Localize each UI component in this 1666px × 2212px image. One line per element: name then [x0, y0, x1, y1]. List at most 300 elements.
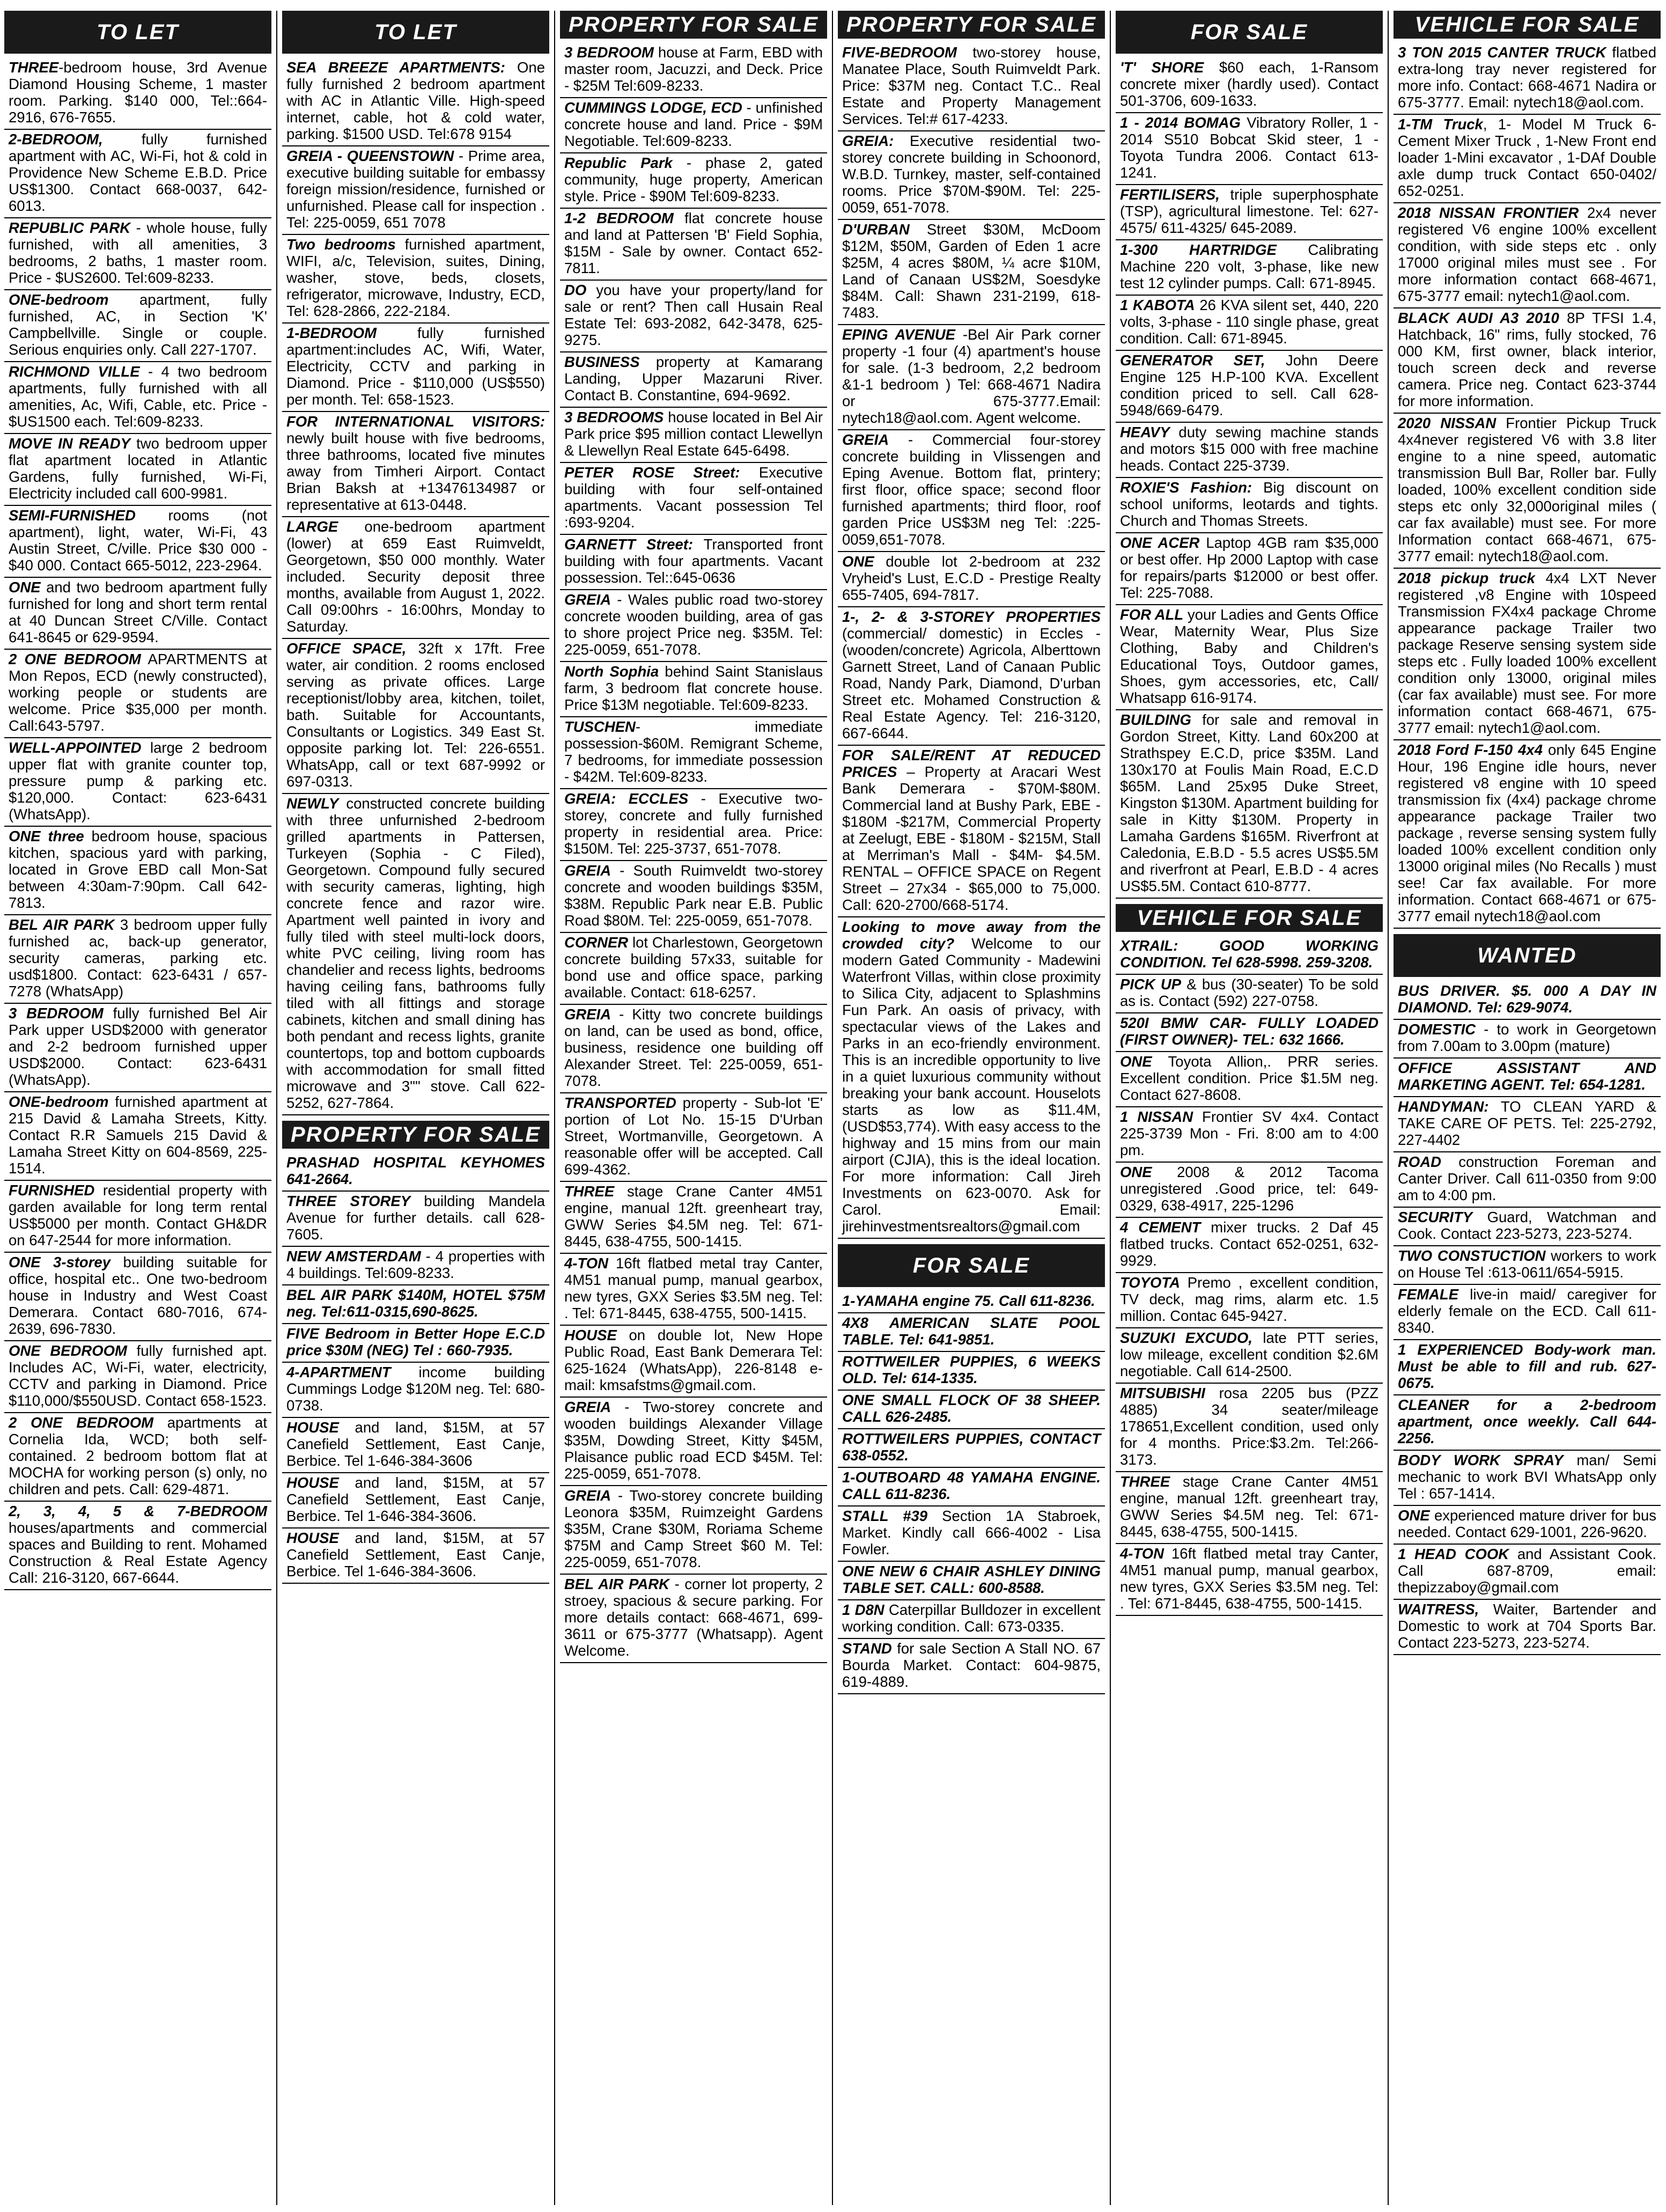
ad-body: apartments at Cornelia Ida, WCD; both self-contained. 2 bedroom bottom flat at MOCHA for working person (s) only, no children and pets. Call: 629-4871. — [9, 1414, 267, 1497]
classified-ad — [1116, 351, 1383, 423]
ad-body: - 4 properties with 4 buildings. Tel:609-8233. — [286, 1248, 545, 1281]
ad-lead: Looking to move away from the crowded city? — [842, 918, 1101, 952]
ad-lead: WELL-APPOINTED — [9, 739, 142, 756]
ad-body: - Commercial four-storey concrete building in Vlissengen and Eping Avenue. Bottom flat, printery; first floor, office space; second floor furnished apartments; third floor, roof garden Price US$3M neg Tel: :225-0059,651-7078. — [842, 431, 1101, 548]
ad-lead: 2018 NISSAN FRONTIER — [1398, 204, 1579, 221]
ad-lead: BEL AIR PARK — [564, 1576, 669, 1592]
ad-lead: ONE — [842, 553, 874, 570]
classified-ad — [1394, 1285, 1661, 1340]
classifieds-page — [4, 11, 1662, 2208]
ad-body: - corner lot property, 2 stroey, spacious & secure parking. For more details contact: 668-4671, 699-3611 or 675-3777 (Whatsapp). Agent Welcome. — [564, 1576, 823, 1659]
ad-lead: CORNER — [564, 934, 629, 951]
classified-ad — [560, 281, 827, 352]
ad-lead: DOMESTIC — [1398, 1021, 1476, 1038]
ad-lead: MITSUBISHI — [1120, 1385, 1205, 1401]
ad-body: your Ladies and Gents Office Wear, Maternity Wear, Plus Size Clothing, Baby and Children's Educational Toys, Outdoor games, Shoes, gym accessories, etc, Call/ Whatsapp 616-9174. — [1120, 606, 1378, 706]
classified-ad — [838, 1562, 1105, 1600]
classified-ad — [4, 1004, 271, 1092]
classified-ad — [1394, 1208, 1661, 1246]
column — [282, 11, 549, 2205]
classified-ad — [282, 1153, 549, 1192]
classified-ad — [4, 738, 271, 827]
classified-ad — [282, 794, 549, 1115]
classified-ad — [1394, 308, 1661, 414]
ad-body: newly built house with five bedrooms, three bathrooms, located five minutes away from Timheri Airport. Contact Brian Baksh at +13476134987 or representative at 613-0448. — [286, 430, 545, 513]
ad-body: workers to work on House Tel :613-0611/654-5915. — [1398, 1247, 1656, 1281]
classified-ad — [4, 1181, 271, 1253]
section-header: VEHICLE FOR SALE — [1116, 904, 1383, 932]
ad-lead: FERTILISERS, — [1120, 186, 1220, 203]
ad-body: Transported front building with four apartments. Vacant possession. Tel::645-0636 — [564, 536, 823, 586]
ad-body: duty sewing machine stands and motors $15 000 with free machine heads. Contact 225-3739. — [1120, 424, 1378, 474]
ad-body: late PTT series, low mileage, excellent condition $2.6M negotiable. Call 614-2500. — [1120, 1329, 1378, 1379]
ad-lead: BLACK AUDI A3 2010 — [1398, 310, 1559, 326]
ad-lead: WAITRESS, — [1398, 1601, 1479, 1618]
ad-body: Frontier SV 4x4. Contact 225-3739 Mon - Fri. 8:00 am to 4:00 pm. — [1120, 1108, 1378, 1158]
classified-ad — [4, 827, 271, 915]
classified-ad — [560, 1398, 827, 1486]
ad-body: constructed concrete building with three unfurnished 2-bedroom grilled apartments in Pattersen, Turkeyen (Sophia - C Filed), Georgetown. Compound fully secured with security cameras, lighting, high concrete fence and razor wire. Apartment well painted in ivory and fully tiled with steel multi-lock doors, white PVC ceiling, living room has chandelier and recess lights, bedrooms having ceiling fans, bathrooms fully tiled with all fittings and storage cabinets, kitchen and small dining has both pendant and recess lights, granite countertops, top and bottom cupboards with accommodation for small fitted microwave and 3"" stove. Call 622-5252, 627-7864. — [286, 795, 545, 1111]
classified-ad — [1394, 1600, 1661, 1655]
classified-ad — [560, 98, 827, 153]
classified-ad — [282, 517, 549, 639]
classified-ad — [1116, 1273, 1383, 1328]
ad-body: – Property at Aracari West Bank Demerara - $70M-$80M. Commercial land at Bushy Park, EBE - $180M -$217M, Commercial Property at Zeelugt, EBE - $180M - $215M, Stall at Merriman's Mall - $4M- $4.5M. RENTAL – OFFICE SPACE on Regent Street – 27x34 - $65,000 to 75,000. Call: 620-2700/668-5174. — [842, 763, 1101, 913]
classified-ad — [1116, 1384, 1383, 1472]
classified-ad — [1394, 1340, 1661, 1395]
ad-lead: 2 ONE BEDROOM — [9, 651, 141, 667]
classified-ad — [282, 639, 549, 794]
ad-lead: ONE 3-storey — [9, 1254, 111, 1270]
ad-body: - Kitty two concrete buildings on land, can be used as bond, office, business, residence one building off Alexander Street. Tel: 225-0059, 651-7078. — [564, 1006, 823, 1089]
ad-body: fully furnished apartment with AC, Wi-Fi, hot & cold in Providence New Scheme E.B.D. Price US$1300. Contact 668-0037, 642-6013. — [9, 131, 267, 214]
ad-lead: CLEANER for a 2-bedroom apartment, once weekly. Call 644-2256. — [1398, 1397, 1656, 1446]
classified-ad — [560, 861, 827, 933]
ad-body: - Wales public road two-storey concrete wooden building, area of gas to shore project Price neg. $35M. Tel: 225-0059, 651-7078. — [564, 591, 823, 658]
ad-body: - Two-storey concrete and wooden buildings Alexander Village $35M, Dowding Street, Kitty $45M, Plaisance public road ECD $45M. Tel: 225-0059, 651-7078. — [564, 1399, 823, 1482]
ad-lead: FURNISHED — [9, 1182, 95, 1199]
ad-body: One fully furnished 2 bedroom apartment with AC in Atlantic Ville. High-speed internet, cable, hot & cold water, parking. $1500 USD. Tel:678 9154 — [286, 59, 545, 142]
ad-body: mixer trucks. 2 Daf 45 flatbed trucks. Contact 652-0251, 632-9929. — [1120, 1219, 1378, 1269]
ad-body: and land, $15M, at 57 Canefield Settlement, East Canje, Berbice. Tel 1-646-384-3606. — [286, 1530, 545, 1579]
column — [4, 11, 271, 2205]
ad-body: experienced mature driver for bus needed. Contact 629-1001, 226-9620. — [1398, 1507, 1656, 1540]
classified-ad — [4, 578, 271, 650]
column — [1394, 11, 1661, 2205]
column-divider — [1110, 11, 1111, 2205]
classified-ad — [1116, 296, 1383, 351]
ad-lead: 2 ONE BEDROOM — [9, 1414, 153, 1431]
classified-ad — [838, 552, 1105, 607]
ad-lead: GREIA - QUEENSTOWN — [286, 148, 454, 164]
ad-body: two-storey house, Manatee Place, South Ruimveldt Park. Price: $37M neg. Contact T.C.. Real Estate and Property Management Services. Tel:# 617-4233. — [842, 44, 1101, 127]
ad-body: fully furnished apt. Includes AC, Wi-Fi, water, electricity, CCTV and parking in Diamond. Price $110,000/$550USD. Contact 658-1523. — [9, 1342, 268, 1409]
ad-lead: GREIA — [842, 431, 889, 448]
ad-lead: 1 - 2014 BOMAG — [1120, 114, 1241, 131]
ad-body: building Mandela Avenue for further details. call 628-7605. — [286, 1193, 545, 1243]
classified-ad — [282, 1473, 549, 1528]
classified-ad — [1394, 740, 1661, 929]
ad-lead: 1 HEAD COOK — [1398, 1546, 1509, 1562]
ad-body: Street $30M, McDoom $12M, $50M, Garden of Eden 1 acre $25M, 4 acres $80M, ¼ acre $10M, Land of Canaan US$2M, Soesdyke $84M. Call: Shawn 231-2199, 618-7483. — [842, 221, 1101, 321]
ad-body: - Executive two-storey, concrete and fully furnished property in residential area. Price: $150M. Tel: 225-3737, 651-7078. — [564, 790, 823, 857]
ad-lead: STALL #39 — [842, 1508, 928, 1524]
ad-lead: PETER ROSE Street: — [564, 464, 740, 481]
ad-body: you have your property/land for sale or rent? Then call Husain Real Estate Tel: 693-2082, 642-3478, 625-9275. — [564, 282, 823, 348]
ad-lead: PRASHAD HOSPITAL KEYHOMES 641-2664. — [286, 1154, 545, 1187]
ad-lead: GREIA: ECCLES — [564, 790, 689, 807]
ad-body: stage Crane Canter 4M51 engine, manual 12ft. greenheart tray, GWW Series $4.5M neg. Tel: 671-8445, 638-4755, 500-1415. — [1120, 1473, 1378, 1540]
ad-lead: HOUSE — [286, 1530, 339, 1546]
ad-lead: 3 BEDROOM — [564, 44, 654, 61]
classified-ad — [838, 1291, 1105, 1313]
ad-body: Welcome to our modern Gated Community - Madewini Waterfront Villas, within close proximity to Silica City, adjacent to Splashmins Fun Park. An oasis of privacy, with spectacular views of the Lakes and Parks in an eco-friendly environment. This is an incredible opportunity to live in a quiet luxurious community without breaking your bank account. Houselots starts as low as $11.4M, (USD$53,774). With easy access to the highway and 15 mins from our main airport (CJIA), this is the ideal location. For more information: Call Jireh Investments on 623-0070. Ask for Carol. Email: jirehinvestmentsrealtors@gmail.com — [842, 935, 1101, 1234]
section-header: WANTED — [1394, 934, 1661, 977]
classified-ad — [4, 290, 271, 362]
column — [560, 11, 827, 2205]
classified-ad — [560, 1575, 827, 1663]
ad-lead: HEAVY — [1120, 424, 1170, 440]
classified-ad — [1116, 58, 1383, 113]
ad-body: houses/apartments and commercial spaces and Building to rent. Mohamed Construction & Real Estate Agency Call: 216-3120, 667-6644. — [9, 1519, 267, 1586]
ad-lead: 1 KABOTA — [1120, 297, 1195, 313]
classified-ad — [282, 1363, 549, 1418]
classified-ad — [1116, 423, 1383, 478]
ad-lead: ONE three — [9, 828, 84, 844]
classified-ad — [560, 535, 827, 590]
ad-body: fully furnished Bel Air Park upper USD$2000 with generator and 2-2 bedroom furnished upper USD$2000. Contact: 623-6431 (WhatsApp). — [9, 1005, 267, 1088]
classified-ad — [838, 1506, 1105, 1562]
ad-lead: THREE — [1120, 1473, 1170, 1490]
ad-lead: GENERATOR SET, — [1120, 352, 1265, 369]
ad-lead: GREIA — [564, 591, 611, 608]
ad-lead: SUZUKI EXCUDO, — [1120, 1329, 1253, 1346]
ad-lead: Two bedrooms — [286, 236, 396, 253]
classified-ad — [560, 1182, 827, 1254]
ad-body: house at Farm, EBD with master room, Jacuzzi, and Deck. Price - $25M Tel:609-8233. — [564, 44, 823, 94]
ad-body: 16ft flatbed metal tray Canter, 4M51 manual pump, manual gearbox, new tyres, GXX Series $3.5M neg. Tel: . Tel: 671-8445, 638-4755, 500-1415. — [1120, 1545, 1378, 1612]
classified-ad — [838, 1468, 1105, 1506]
classified-ad — [560, 662, 827, 717]
ad-lead: 1-300 HARTRIDGE — [1120, 241, 1277, 258]
classified-ad — [1394, 1545, 1661, 1600]
ad-lead: THREE — [564, 1183, 615, 1200]
classified-ad — [4, 1092, 271, 1181]
ad-lead: 2020 NISSAN — [1398, 415, 1497, 431]
classified-ad — [1116, 478, 1383, 533]
section-header: TO LET — [282, 11, 549, 54]
ad-lead: ONE ACER — [1120, 534, 1200, 551]
ad-body: for sale and removal in Gordon Street, Kitty. Land 60x200 at Strathspey E.C.D, price $35M. Land 130x170 at Foulis Main Road, E.C.D $65M. Land 25x95 Duke Street, Kingston $130M. Apartment building for sale in Kitty $130M. Property in Lamaha Gardens $165M. Riverfront at Caledonia, E.B.D - 5.5 acres US$5.5M and riverfront at Pearl, E.B.D - 4 acres US$5.5M. Contact 610-8777. — [1120, 711, 1378, 894]
ad-body: $60 each, 1-Ransom concrete mixer (hardly used). Contact 501-3706, 609-1633. — [1120, 59, 1378, 109]
ad-lead: 1-, 2- & 3-STOREY PROPERTIES — [842, 608, 1101, 625]
ad-lead: PICK UP — [1120, 976, 1182, 993]
ad-body: Frontier Pickup Truck 4x4never registered V6 with 3.8 liter engine to a nine speed, automatic transmission Bull Bar, Roller bar. Fully loaded, 100% excellent condition side steps etc only 32,000original miles ( car fax available) must see. For more Information contact 668-4671, 675-3777 email: nytech18@aol.com. — [1398, 415, 1656, 564]
ad-body: Executive residential two-storey concrete building in Schoonord, W.B.D. Turnkey, master, self-contained rooms. Price $70M-$90M. Tel: 225-0059, 651-7078. — [842, 133, 1101, 216]
ad-lead: North Sophia — [564, 663, 659, 680]
ad-lead: STAND — [842, 1640, 892, 1657]
ad-lead: 1-BEDROOM — [286, 325, 377, 341]
ad-body: house located in Bel Air Park price $95 million contact Llewellyn & Llewellyn Real Estate 645-6498. — [564, 409, 823, 459]
classified-ad — [560, 43, 827, 98]
ad-body: stage Crane Canter 4M51 engine, manual 12ft. greenheart tray, GWW Series $4.5M neg. Tel: 671-8445, 638-4755, 500-1415. — [564, 1183, 823, 1250]
ad-lead: ONE-bedroom — [9, 291, 109, 308]
column-divider — [276, 11, 277, 2205]
ad-body: property at Kamarang Landing, Upper Mazaruni River. Contact B. Constantine, 694-9692. — [564, 354, 823, 403]
ad-body: two bedroom upper flat apartment located in Atlantic Gardens, fully furnished, Wi-Fi, Electricity included call 600-9981. — [9, 435, 267, 502]
ad-body: Section 1A Stabroek, Market. Kindly call 666-4002 - Lisa Fowler. — [842, 1508, 1101, 1557]
ad-lead: ONE BEDROOM — [9, 1342, 127, 1359]
section-header: FOR SALE — [838, 1244, 1105, 1287]
ad-lead: HOUSE — [564, 1327, 617, 1343]
classified-ad — [560, 1093, 827, 1182]
classified-ad — [1394, 1097, 1661, 1152]
ad-body: and land, $15M, at 57 Canefield Settlement, East Canje, Berbice. Tel 1-646-384-3606. — [286, 1474, 545, 1524]
ad-lead: GREIA — [564, 1006, 611, 1023]
ad-lead: FOR SALE/RENT AT REDUCED PRICES — [842, 747, 1101, 780]
ad-lead: MOVE IN READY — [9, 435, 130, 452]
ad-body: - Prime area, executive building suitable for embassy foreign mission/residence, furnished or unfurnished. Please call for inspection . Tel: 225-0059, 651 7078 — [286, 148, 545, 231]
ad-body: - South Ruimveldt two-storey concrete and wooden buildings $35M, $38M. Republic Park near E.B. Public Road $80M. Tel: 225-0059, 651-7078. — [564, 862, 823, 929]
ad-body: building suitable for office, hospital etc.. One two-bedroom house in Industry and West Coast Demerara. Contact 680-7016, 674-2639, 696-7830. — [9, 1254, 267, 1337]
ad-body: APARTMENTS at Mon Repos, ECD (newly constructed), working people or students are welcome. Price $35,000 per month. Call:643-5797. — [9, 651, 267, 734]
ad-lead: ROAD — [1398, 1153, 1441, 1170]
classified-ad — [560, 1486, 827, 1575]
ad-lead: EPING AVENUE — [842, 326, 955, 343]
ad-lead: 4X8 AMERICAN SLATE POOL TABLE. Tel: 641-9851. — [842, 1314, 1101, 1348]
ad-body: -bedroom house, 3rd Avenue Diamond Housing Scheme, 1 master room. Parking. $140 000, Tel::664-2916, 676-7655. — [9, 59, 267, 126]
ad-lead: 'T' SHORE — [1120, 59, 1204, 76]
classified-ad — [282, 146, 549, 235]
classified-ad — [1116, 1107, 1383, 1163]
ad-lead: FIVE-BEDROOM — [842, 44, 957, 61]
section-header: PROPERTY FOR SALE — [560, 11, 827, 39]
ad-body: 26 KVA silent set, 440, 220 volts, 3-phase - 110 single phase, great condition. Call: 671-8945. — [1120, 297, 1379, 347]
ad-body: TO CLEAN YARD & TAKE CARE OF PETS. Tel: 225-2792, 227-4402 — [1398, 1098, 1656, 1148]
classified-ad — [1394, 115, 1661, 203]
ad-lead: FOR ALL — [1120, 606, 1184, 623]
ad-lead: BEL AIR PARK — [9, 916, 115, 933]
classified-ad — [4, 1413, 271, 1502]
classified-ad — [1394, 1395, 1661, 1451]
ad-body: income building Cummings Lodge $120M neg. Tel: 680-0738. — [286, 1364, 545, 1414]
classified-ad — [282, 1324, 549, 1363]
section-header: FOR SALE — [1116, 11, 1383, 54]
ad-lead: BODY WORK SPRAY — [1398, 1452, 1564, 1468]
ad-lead: 1-OUTBOARD 48 YAMAHA ENGINE. CALL 611-8236. — [842, 1469, 1101, 1502]
ad-lead: 4-TON — [564, 1255, 609, 1272]
ad-body: Calibrating Machine 220 volt, 3-phase, like new test 12 cylinder pumps. Call: 671-8945. — [1120, 241, 1378, 291]
classified-ad — [560, 933, 827, 1005]
classified-ad — [282, 1528, 549, 1584]
classified-ad — [838, 1639, 1105, 1694]
ad-lead: RICHMOND VILLE — [9, 363, 140, 380]
classified-ad — [560, 717, 827, 789]
classified-ad — [4, 506, 271, 578]
ad-body: large 2 bedroom upper flat with granite counter top, pressure pump & parking etc. $120,000. Contact: 623-6431 (WhatsApp). — [9, 739, 267, 822]
ad-body: - whole house, fully furnished, with all amenities, 3 bedrooms, 2 baths, 1 master room. Price - $US2600. Tel:609-8233. — [9, 219, 267, 286]
ad-body: Big discount on school uniforms, leotards and tights. Church and Thomas Streets. — [1120, 479, 1378, 529]
ad-body: rosa 2205 bus (PZZ 4885) 34 seater/mileage 178651,Excellent condition, used only for 4 months. Price:$3.2m. Tel:266-3173. — [1120, 1385, 1378, 1468]
classified-ad — [560, 408, 827, 463]
ad-lead: D'URBAN — [842, 221, 910, 238]
classified-ad — [560, 1326, 827, 1398]
ad-lead: TRANSPORTED — [564, 1094, 676, 1111]
classified-ad — [1116, 1013, 1383, 1052]
ad-lead: GREIA — [564, 1487, 611, 1504]
ad-lead: OFFICE SPACE, — [286, 640, 407, 657]
section-header: TO LET — [4, 11, 271, 54]
ad-body: on double lot, New Hope Public Road, East Bank Demerara Tel: 625-1624 (WhatsApp), 226-8148 e-mail: kmsafstms@gmail.com. — [564, 1327, 823, 1393]
classified-ad — [560, 153, 827, 209]
classified-ad — [4, 362, 271, 434]
classified-ad — [560, 209, 827, 281]
ad-lead: GREIA — [564, 862, 611, 879]
ad-lead: 2018 Ford F-150 4x4 — [1398, 741, 1543, 758]
classified-ad — [560, 789, 827, 861]
ad-lead: DO — [564, 282, 587, 298]
classified-ad — [4, 218, 271, 290]
ad-body: one-bedroom apartment (lower) at 659 East Ruimveldt, Georgetown, $50 000 monthly. Water included. Security deposit three months, available from August 1, 2022. Call 09:00hrs - 16:00hrs, Monday to Saturday. — [286, 518, 545, 635]
ad-lead: 1 EXPERIENCED Body-work man. Must be able to fill and rub. 627-0675. — [1398, 1341, 1656, 1391]
column-divider — [554, 11, 555, 2205]
classified-ad — [838, 131, 1105, 220]
section-header: VEHICLE FOR SALE — [1394, 11, 1661, 39]
ad-lead: 2, 3, 4, 5 & 7-BEDROOM — [9, 1503, 267, 1519]
ad-lead: BUS DRIVER. $5. 000 A DAY IN DIAMOND. Tel: 629-9074. — [1398, 982, 1656, 1016]
classified-ad — [282, 1192, 549, 1247]
ad-body: furnished apartment, WIFI, a/c, Television, suites, Dining, washer, stove, beds, closets, refrigerator, microwave, Industry, ECD, Tel: 628-2866, 222-2184. — [286, 236, 545, 319]
ad-lead: GREIA — [564, 1399, 611, 1415]
classified-ad — [1116, 605, 1383, 710]
classified-ad — [1394, 1152, 1661, 1208]
classified-ad — [1394, 1020, 1661, 1059]
ad-lead: FOR INTERNATIONAL VISITORS: — [286, 413, 545, 430]
ad-body: Toyota Allion,. PRR series. Excellent condition. Price $1.5M neg. Contact 627-8608. — [1120, 1053, 1378, 1103]
ad-body: Guard, Watchman and Cook. Contact 223-5273, 223-5274. — [1398, 1209, 1656, 1242]
ad-body: - to work in Georgetown from 7.00am to 3.00pm (mature) — [1398, 1021, 1656, 1054]
ad-lead: TUSCHEN — [564, 718, 636, 735]
classified-ad — [4, 58, 271, 130]
classified-ad — [560, 463, 827, 535]
ad-body: Premo , excellent condition, TV deck, mag rims, alarm etc. 1.5 million. Contac 645-9427. — [1120, 1274, 1378, 1324]
classified-ad — [1116, 710, 1383, 899]
classified-ad — [282, 235, 549, 324]
ad-body: 4x4 LXT Never registered ,v8 Engine with 10speed Transmission FX4x4 package Chrome appearance package Trailer two package Reserve sensing system side steps etc . Fully loaded 100% excellent condition only 13000, original miles (car fax available) must see. For more information contact 668-4671, 675-3777 email: nytech1@aol.com. — [1398, 570, 1657, 736]
classified-ad — [4, 650, 271, 738]
ad-body: live-in maid/ caregiver for elderly female on the ECD. Call 611-8340. — [1398, 1286, 1656, 1336]
classified-ad — [1116, 1328, 1383, 1384]
classified-ad — [1116, 936, 1383, 975]
ad-body: triple superphosphate (TSP), agricultural limestone. Tel: 627-4575/ 611-4325/ 645-2089. — [1120, 186, 1378, 236]
ad-lead: CUMMINGS LODGE, ECD — [564, 99, 742, 116]
classified-ad — [1394, 414, 1661, 569]
ad-lead: THREE — [9, 59, 59, 76]
ad-lead: 2-BEDROOM, — [9, 131, 103, 148]
section-header: PROPERTY FOR SALE — [838, 11, 1105, 39]
ad-lead: 520I BMW CAR- FULLY LOADED (FIRST OWNER)- TEL: 632 1666. — [1120, 1015, 1378, 1048]
ad-lead: SEMI-FURNISHED — [9, 507, 136, 524]
ad-lead: ROTTWEILER PUPPIES, 6 WEEKS OLD. Tel: 614-1335. — [842, 1353, 1101, 1386]
ad-lead: 1-2 BEDROOM — [564, 210, 674, 226]
column-divider — [832, 11, 833, 2205]
ad-lead: TWO CONSTUCTION — [1398, 1247, 1546, 1264]
classified-ad — [560, 1005, 827, 1093]
ad-body: man/ Semi mechanic to work BVI WhatsApp only Tel : 657-1414. — [1398, 1452, 1656, 1502]
ad-body: flat concrete house and land at Pattersen 'B' Field Sophia, $15M - Sale by owner. Contact 652-7811. — [564, 210, 823, 276]
ad-body: - 4 two bedroom apartments, fully furnished with all amenities, Ac, Wifi, Cable, etc. Price - $US1500 each. Tel:609-8233. — [9, 363, 267, 430]
classified-ad — [1394, 569, 1661, 740]
classified-ad — [838, 917, 1105, 1239]
ad-body: and two bedroom apartment fully furnished for long and short term rental at 40 Duncan Street C/Ville. Contact 641-8645 or 629-9594. — [9, 579, 267, 645]
ad-lead: 4-APARTMENT — [286, 1364, 391, 1380]
classified-ad — [4, 915, 271, 1004]
ad-body: John Deere Engine 125 H.P-100 KVA. Excellent condition priced to sell. Call 628-5948/669-6479. — [1120, 352, 1378, 418]
ad-body: behind Saint Stanislaus farm, 3 bedroom flat concrete house. Price $13M negotiable. Tel:609-8233. — [564, 663, 823, 713]
ad-lead: 4 CEMENT — [1120, 1219, 1201, 1236]
classified-ad — [1394, 203, 1661, 308]
classified-ad — [1394, 1506, 1661, 1545]
classified-ad — [1116, 1218, 1383, 1273]
ad-lead: ONE NEW 6 CHAIR ASHLEY DINING TABLE SET. CALL: 600-8588. — [842, 1563, 1101, 1596]
ad-lead: 1 D8N — [842, 1601, 884, 1618]
ad-body: and land, $15M, at 57 Canefield Settlement, East Canje, Berbice. Tel 1-646-384-3606 — [286, 1419, 545, 1469]
ad-lead: HOUSE — [286, 1474, 339, 1491]
section-header: PROPERTY FOR SALE — [282, 1121, 549, 1149]
ad-lead: XTRAIL: GOOD WORKING CONDITION. Tel 628-5998. 259-3208. — [1120, 937, 1378, 971]
ad-body: 32ft x 17ft. Free water, air condition. 2 rooms enclosed serving as private offices. Large receptionist/lobby area, kitchen, toilet, bath. Suitable for Accountants, Consultants or Logistics. 349 East St. opposite parking lot. Tel: 226-6551. WhatsApp, call or text 687-9992 or 697-0313. — [286, 640, 545, 790]
ad-lead: 1-TM Truck — [1398, 116, 1483, 133]
classified-ad — [838, 1429, 1105, 1468]
ad-lead: HOUSE — [286, 1419, 339, 1436]
classified-ad — [560, 352, 827, 408]
ad-body: 16ft flatbed metal tray Canter, 4M51 manual pump, manual gearbox, new tyres, GXX Series $3.5M neg. Tel: . Tel: 671-8445, 638-4755, 500-1415. — [564, 1255, 823, 1321]
classified-ad — [1116, 1163, 1383, 1218]
classified-ad — [838, 220, 1105, 325]
ad-lead: 1-YAMAHA engine 75. Call 611-8236. — [842, 1292, 1095, 1309]
classified-ad — [838, 746, 1105, 917]
ad-body: Laptop 4GB ram $35,000 or best offer. Hp 2000 Laptop with case for repairs/parts $12000 or best offer. Tel: 225-7088. — [1120, 534, 1378, 601]
classified-ad — [1116, 975, 1383, 1013]
classified-ad — [282, 412, 549, 517]
classified-ad — [838, 1313, 1105, 1352]
ad-body: 8P TFSI 1.4, Hatchback, 16" rims, fully stocked, 76 000 KM, first owner, black interior, touch screen deck and reverse camera. Price neg. Contact 623-3744 for more information. — [1398, 310, 1656, 409]
ad-lead: Republic Park — [564, 155, 673, 171]
ad-lead: HANDYMAN: — [1398, 1098, 1489, 1115]
classified-ad — [1116, 533, 1383, 605]
ad-body: Executive building with four self-ontained apartments. Vacant possession Tel :693-9204. — [564, 464, 823, 531]
classified-ad — [4, 1253, 271, 1341]
ad-lead: GREIA: — [842, 133, 894, 149]
ad-lead: ONE SMALL FLOCK OF 38 SHEEP. CALL 626-2485. — [842, 1392, 1101, 1425]
ad-lead: SECURITY — [1398, 1209, 1473, 1225]
ad-body: only 645 Engine Hour, 196 Engine idle hours, never registered v8 engine with 10 speed transmission fix (4x4) package chrome appearance package Trailer two package , reverse sensing system fully loaded 100% excellent condition only 13000 original miles (No Recalls ) must see! Car fax available. For more information. Contact 668-4671 or 675-3777 email nytech18@aol.com — [1398, 741, 1656, 924]
classified-ad — [838, 1600, 1105, 1639]
ad-body: & bus (30-seater) To be sold as is. Contact (592) 227-0758. — [1120, 976, 1378, 1009]
ad-body: apartment, fully furnished, AC, in Section 'K' Campbellville. Single or couple. Serious enquiries only. Call 227-1707. — [9, 291, 267, 358]
classified-ad — [1394, 1059, 1661, 1097]
ad-lead: 3 BEDROOM — [9, 1005, 104, 1022]
classified-ad — [1116, 1544, 1383, 1616]
classified-ad — [838, 43, 1105, 131]
ad-body: furnished apartment at 215 David & Lamaha Streets, Kitty. Contact R.R Samuels 215 David & Lamaha Street Kitty on 604-8569, 225-1514. — [9, 1093, 267, 1177]
classified-ad — [838, 1391, 1105, 1429]
ad-lead: NEWLY — [286, 795, 339, 812]
classified-ad — [560, 590, 827, 662]
ad-body: and Assistant Cook. Call 687-8709, email: thepizzaboy@gmail.com — [1398, 1546, 1656, 1596]
ad-lead: REPUBLIC PARK — [9, 219, 131, 236]
classified-ad — [282, 1418, 549, 1473]
